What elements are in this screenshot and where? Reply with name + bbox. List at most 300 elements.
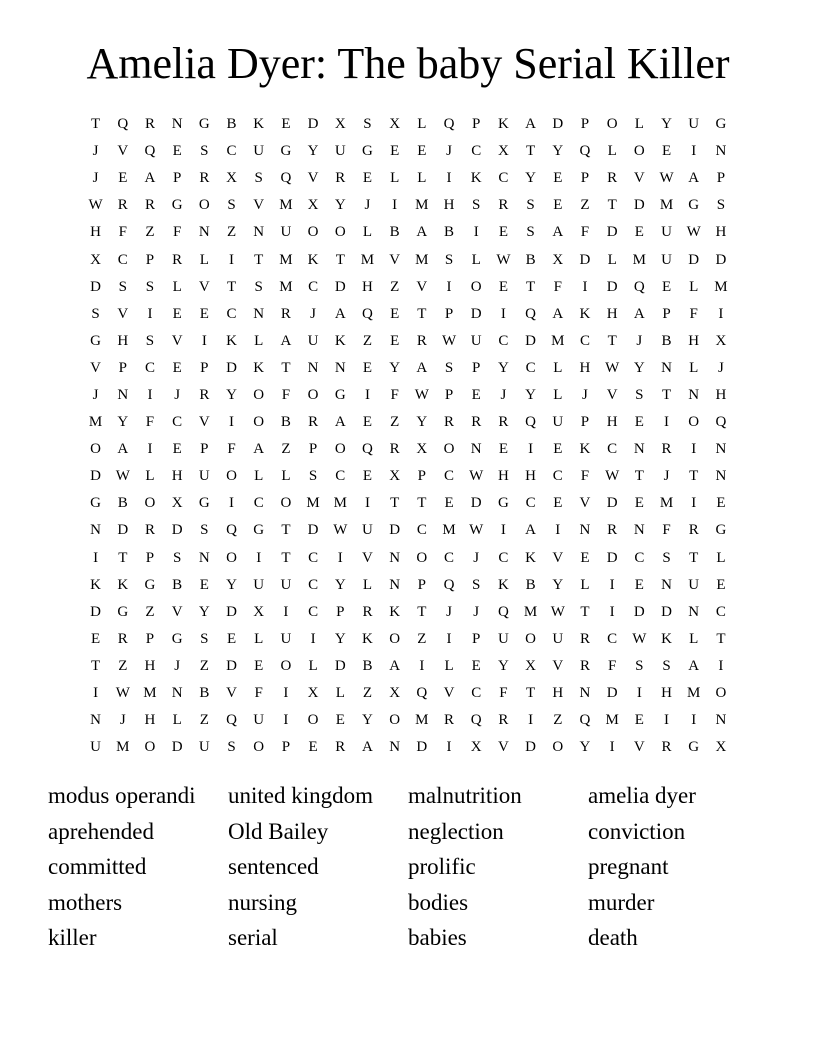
grid-letter: I: [147, 386, 153, 403]
grid-letter: M: [279, 197, 293, 214]
grid-letter: M: [659, 197, 674, 214]
grid-letter: O: [280, 657, 292, 674]
grid-letter: O: [226, 468, 237, 485]
grid-letter: P: [172, 170, 182, 187]
grid-letter: T: [417, 305, 427, 322]
grid-letter: E: [172, 305, 182, 322]
grid-letter: S: [254, 278, 263, 295]
grid-letter: R: [280, 305, 291, 322]
grid-letter: B: [661, 332, 672, 349]
grid-letter: I: [229, 414, 235, 431]
grid-letter: T: [526, 143, 536, 160]
grid-letter: I: [528, 441, 534, 458]
grid-letter: E: [199, 576, 209, 593]
grid-letter: M: [88, 414, 103, 431]
grid-letter: Y: [579, 739, 591, 756]
grid-letter: O: [307, 224, 319, 241]
grid-letter: R: [117, 630, 128, 647]
grid-letter: M: [333, 495, 347, 512]
grid-letter: C: [117, 251, 128, 268]
grid-letter: W: [469, 468, 484, 485]
grid-letter: N: [198, 549, 210, 566]
grid-letter: S: [444, 359, 454, 376]
grid-letter: E: [390, 305, 400, 322]
grid-letter: G: [90, 495, 102, 512]
grid-letter: E: [362, 414, 373, 431]
grid-letter: T: [689, 468, 699, 485]
grid-letter: S: [662, 657, 671, 674]
word-list-item: modus operandi: [48, 783, 196, 808]
word-list-item: mothers: [48, 889, 123, 915]
grid-letter: P: [472, 359, 481, 376]
grid-letter: E: [498, 441, 508, 458]
grid-letter: O: [416, 549, 428, 566]
grid-letter: O: [715, 685, 727, 702]
grid-letter: V: [633, 739, 645, 756]
grid-letter: R: [444, 414, 455, 431]
grid-letter: X: [171, 495, 183, 512]
grid-letter: J: [310, 305, 317, 322]
grid-letter: Y: [334, 630, 346, 647]
grid-letter: T: [91, 657, 101, 674]
grid-letter: P: [580, 116, 590, 133]
grid-letter: E: [553, 441, 563, 458]
grid-letter: L: [254, 468, 264, 485]
grid-letter: L: [634, 116, 644, 133]
grid-letter: A: [552, 224, 564, 241]
grid-letter: E: [172, 359, 182, 376]
word-list-item: babies: [408, 925, 467, 951]
grid-letter: A: [334, 305, 346, 322]
grid-letter: R: [117, 197, 128, 214]
grid-letter: K: [525, 549, 537, 566]
grid-letter: I: [582, 278, 588, 295]
grid-letter: J: [174, 657, 181, 674]
grid-letter: I: [364, 386, 370, 403]
grid-letter: N: [715, 143, 727, 160]
grid-letter: X: [525, 657, 537, 674]
grid-letter: D: [633, 603, 645, 620]
grid-letter: N: [661, 359, 672, 376]
grid-letter: P: [200, 359, 209, 376]
grid-letter: G: [90, 332, 102, 349]
grid-letter: E: [417, 143, 427, 160]
grid-letter: S: [662, 549, 671, 566]
grid-letter: Z: [281, 441, 291, 458]
grid-letter: W: [659, 170, 674, 187]
grid-letter: L: [553, 386, 563, 403]
grid-letter: S: [145, 332, 155, 349]
grid-letter: A: [552, 305, 564, 322]
grid-letter: N: [171, 685, 183, 702]
grid-letter: V: [171, 603, 183, 620]
grid-letter: Q: [525, 414, 537, 431]
grid-letter: B: [525, 576, 536, 593]
grid-letter: D: [226, 657, 237, 674]
grid-letter: M: [551, 332, 565, 349]
word-list-item: malnutrition: [408, 783, 522, 808]
grid-letter: X: [90, 251, 102, 268]
grid-letter: X: [226, 170, 237, 187]
grid-letter: R: [444, 712, 455, 729]
grid-letter: M: [415, 197, 429, 214]
grid-letter: T: [417, 603, 427, 620]
grid-letter: I: [283, 603, 289, 620]
grid-letter: R: [498, 414, 509, 431]
grid-letter: E: [199, 305, 209, 322]
grid-letter: N: [389, 549, 401, 566]
grid-letter: H: [117, 332, 129, 349]
grid-letter: J: [446, 143, 452, 160]
grid-letter: P: [580, 170, 590, 187]
word-list-item: committed: [48, 854, 147, 880]
grid-letter: F: [580, 468, 590, 485]
grid-letter: U: [253, 576, 265, 593]
grid-letter: R: [607, 522, 618, 539]
grid-letter: E: [362, 359, 373, 376]
grid-letter: Q: [443, 576, 455, 593]
grid-letter: N: [470, 441, 482, 458]
grid-letter: R: [144, 197, 155, 214]
grid-letter: Y: [497, 359, 509, 376]
grid-letter: I: [337, 549, 343, 566]
grid-letter: J: [636, 332, 643, 349]
grid-letter: E: [634, 224, 644, 241]
grid-letter: X: [715, 332, 727, 349]
grid-letter: S: [308, 468, 318, 485]
grid-letter: R: [199, 170, 210, 187]
word-list-item: united kingdom: [228, 783, 374, 808]
grid-letter: V: [253, 197, 265, 214]
grid-letter: O: [525, 630, 537, 647]
grid-letter: Y: [552, 576, 564, 593]
grid-letter: G: [253, 522, 265, 539]
grid-letter: R: [471, 414, 482, 431]
grid-letter: D: [606, 549, 618, 566]
grid-letter: V: [117, 143, 129, 160]
grid-letter: N: [661, 576, 672, 593]
grid-letter: R: [607, 170, 618, 187]
grid-letter: V: [171, 332, 183, 349]
grid-letter: I: [718, 305, 724, 322]
grid-letter: I: [636, 685, 642, 702]
grid-letter: I: [446, 630, 452, 647]
grid-letter: W: [441, 332, 457, 349]
grid-letter: A: [416, 224, 428, 241]
grid-letter: C: [525, 359, 536, 376]
grid-letter: Y: [334, 197, 346, 214]
grid-letter: Y: [497, 657, 509, 674]
grid-letter: W: [496, 251, 511, 268]
grid-letter: T: [335, 251, 345, 268]
grid-letter: S: [363, 116, 372, 133]
grid-letter: X: [307, 685, 319, 702]
grid-letter: G: [688, 197, 700, 214]
grid-letter: W: [605, 359, 620, 376]
grid-letter: F: [227, 441, 236, 458]
grid-letter: L: [444, 657, 454, 674]
grid-letter: Y: [198, 603, 210, 620]
grid-letter: H: [552, 685, 564, 702]
grid-letter: P: [472, 116, 481, 133]
grid-letter: Z: [118, 657, 128, 674]
grid-letter: I: [473, 224, 479, 241]
grid-letter: C: [715, 603, 726, 620]
grid-letter: I: [555, 522, 561, 539]
grid-letter: G: [117, 603, 129, 620]
grid-letter: K: [579, 441, 591, 458]
word-list-item: serial: [228, 925, 278, 951]
grid-letter: H: [606, 305, 618, 322]
grid-letter: U: [552, 414, 564, 431]
grid-letter: O: [334, 441, 346, 458]
grid-letter: D: [226, 603, 237, 620]
grid-letter: V: [416, 278, 428, 295]
grid-letter: C: [498, 170, 509, 187]
grid-letter: Q: [117, 116, 129, 133]
grid-letter: S: [472, 197, 481, 214]
grid-letter: U: [198, 739, 210, 756]
grid-letter: P: [580, 414, 590, 431]
grid-letter: A: [280, 332, 292, 349]
grid-letter: O: [389, 630, 401, 647]
grid-letter: V: [552, 549, 564, 566]
grid-letter: X: [552, 251, 564, 268]
grid-letter: O: [198, 197, 210, 214]
grid-letter: I: [93, 685, 99, 702]
grid-letter: P: [145, 251, 155, 268]
word-list-item: prolific: [408, 854, 476, 880]
grid-letter: K: [661, 630, 672, 647]
grid-letter: L: [607, 251, 617, 268]
grid-letter: S: [254, 170, 263, 187]
grid-letter: C: [471, 143, 482, 160]
grid-letter: K: [497, 576, 509, 593]
grid-letter: I: [229, 251, 235, 268]
grid-letter: N: [715, 712, 727, 729]
grid-letter: N: [633, 522, 645, 539]
grid-letter: P: [281, 739, 291, 756]
grid-letter: R: [199, 386, 210, 403]
grid-letter: S: [635, 657, 644, 674]
grid-letter: Q: [226, 712, 237, 729]
grid-letter: R: [335, 170, 346, 187]
grid-letter: L: [254, 332, 264, 349]
grid-letter: T: [526, 685, 536, 702]
grid-letter: E: [471, 386, 481, 403]
grid-letter: E: [390, 143, 400, 160]
grid-letter: N: [688, 603, 700, 620]
grid-letter: A: [253, 441, 265, 458]
grid-letter: B: [525, 251, 536, 268]
grid-letter: I: [528, 712, 534, 729]
grid-letter: C: [308, 603, 319, 620]
grid-letter: T: [417, 495, 427, 512]
grid-letter: T: [281, 359, 291, 376]
grid-letter: J: [473, 549, 480, 566]
grid-letter: G: [334, 386, 346, 403]
grid-letter: H: [715, 386, 727, 403]
grid-letter: S: [227, 739, 236, 756]
grid-letter: C: [444, 549, 455, 566]
grid-letter: T: [661, 386, 672, 403]
grid-letter: B: [117, 495, 128, 512]
grid-letter: W: [115, 685, 130, 702]
grid-letter: I: [500, 305, 506, 322]
grid-letter: N: [688, 386, 700, 403]
grid-letter: S: [200, 630, 209, 647]
grid-letter: E: [634, 712, 644, 729]
grid-letter: F: [499, 685, 508, 702]
grid-letter: V: [226, 685, 237, 702]
grid-letter: W: [469, 522, 484, 539]
grid-letter: V: [579, 495, 591, 512]
grid-letter: S: [526, 197, 535, 214]
grid-letter: B: [444, 224, 455, 241]
grid-letter: N: [90, 522, 102, 539]
grid-letter: T: [226, 278, 237, 295]
grid-letter: C: [308, 576, 319, 593]
grid-letter: B: [280, 414, 291, 431]
grid-letter: E: [308, 739, 318, 756]
grid-letter: Z: [580, 197, 590, 214]
grid-letter: E: [716, 495, 726, 512]
grid-letter: I: [718, 657, 724, 674]
grid-letter: G: [362, 143, 373, 160]
grid-letter: Q: [525, 305, 537, 322]
grid-letter: U: [497, 630, 509, 647]
grid-letter: I: [446, 170, 452, 187]
grid-letter: P: [308, 441, 318, 458]
grid-letter: T: [254, 251, 264, 268]
grid-letter: J: [92, 143, 99, 160]
grid-letter: R: [144, 116, 155, 133]
grid-letter: Z: [145, 224, 155, 241]
grid-letter: Q: [579, 143, 591, 160]
grid-letter: H: [90, 224, 102, 241]
grid-letter: G: [715, 116, 727, 133]
grid-letter: O: [144, 739, 156, 756]
grid-letter: E: [553, 495, 563, 512]
grid-letter: U: [253, 712, 265, 729]
grid-letter: F: [662, 522, 671, 539]
grid-letter: P: [118, 359, 127, 376]
grid-letter: O: [90, 441, 102, 458]
grid-letter: L: [471, 251, 481, 268]
grid-letter: Z: [199, 657, 209, 674]
grid-letter: O: [334, 224, 346, 241]
grid-letter: D: [525, 332, 537, 349]
grid-letter: D: [307, 522, 319, 539]
grid-letter: I: [609, 739, 615, 756]
grid-letter: M: [415, 712, 429, 729]
grid-letter: A: [144, 170, 156, 187]
word-list-item: nursing: [228, 889, 297, 915]
grid-letter: T: [390, 495, 400, 512]
grid-letter: R: [416, 332, 427, 349]
grid-letter: U: [90, 739, 102, 756]
grid-letter: L: [172, 712, 182, 729]
grid-letter: E: [281, 116, 291, 133]
grid-letter: E: [91, 630, 101, 647]
grid-letter: H: [525, 468, 537, 485]
grid-letter: S: [227, 197, 236, 214]
grid-letter: N: [579, 685, 591, 702]
grid-letter: I: [147, 441, 153, 458]
grid-letter: A: [688, 170, 700, 187]
grid-letter: R: [308, 414, 319, 431]
grid-letter: R: [579, 657, 590, 674]
grid-letter: N: [579, 522, 591, 539]
grid-letter: K: [334, 332, 346, 349]
grid-letter: E: [716, 576, 726, 593]
grid-letter: V: [198, 278, 210, 295]
grid-letter: P: [417, 468, 427, 485]
grid-letter: M: [605, 712, 619, 729]
grid-letter: Y: [226, 386, 237, 403]
grid-letter: G: [144, 576, 156, 593]
grid-letter: Y: [525, 170, 537, 187]
grid-letter: A: [688, 657, 700, 674]
grid-letter: Q: [715, 414, 727, 431]
grid-letter: Y: [307, 143, 319, 160]
grid-letter: V: [307, 170, 319, 187]
grid-letter: F: [118, 224, 127, 241]
grid-letter: R: [389, 441, 400, 458]
grid-letter: L: [362, 576, 373, 593]
grid-letter: Y: [552, 143, 564, 160]
grid-letter: O: [443, 441, 455, 458]
grid-letter: J: [473, 603, 480, 620]
grid-letter: C: [226, 143, 237, 160]
grid-letter: W: [88, 197, 103, 214]
grid-letter: Y: [416, 414, 428, 431]
grid-letter: V: [198, 414, 210, 431]
grid-letter: O: [280, 495, 292, 512]
grid-letter: U: [470, 332, 482, 349]
grid-letter: E: [634, 576, 644, 593]
grid-letter: X: [389, 116, 401, 133]
word-list-item: conviction: [588, 818, 686, 844]
grid-letter: H: [661, 685, 672, 702]
grid-letter: G: [171, 630, 183, 647]
grid-letter: D: [552, 116, 564, 133]
grid-letter: B: [199, 685, 210, 702]
grid-letter: D: [470, 305, 482, 322]
grid-letter: J: [119, 712, 126, 729]
grid-letter: S: [444, 251, 454, 268]
grid-letter: M: [360, 251, 375, 268]
grid-letter: R: [362, 603, 373, 620]
grid-letter: O: [389, 712, 401, 729]
grid-letter: W: [686, 224, 701, 241]
grid-letter: I: [392, 197, 398, 214]
grid-letter: Q: [362, 305, 373, 322]
grid-letter: H: [443, 197, 455, 214]
grid-letter: C: [416, 522, 427, 539]
grid-letter: Y: [226, 576, 237, 593]
grid-letter: R: [661, 739, 672, 756]
grid-letter: E: [362, 170, 373, 187]
grid-letter: K: [362, 630, 373, 647]
word-list-item: amelia dyer: [588, 783, 696, 808]
grid-letter: W: [333, 522, 348, 539]
grid-letter: D: [525, 739, 537, 756]
grid-letter: F: [281, 386, 291, 403]
grid-letter: L: [689, 278, 699, 295]
grid-letter: I: [256, 549, 262, 566]
grid-letter: Z: [226, 224, 237, 241]
